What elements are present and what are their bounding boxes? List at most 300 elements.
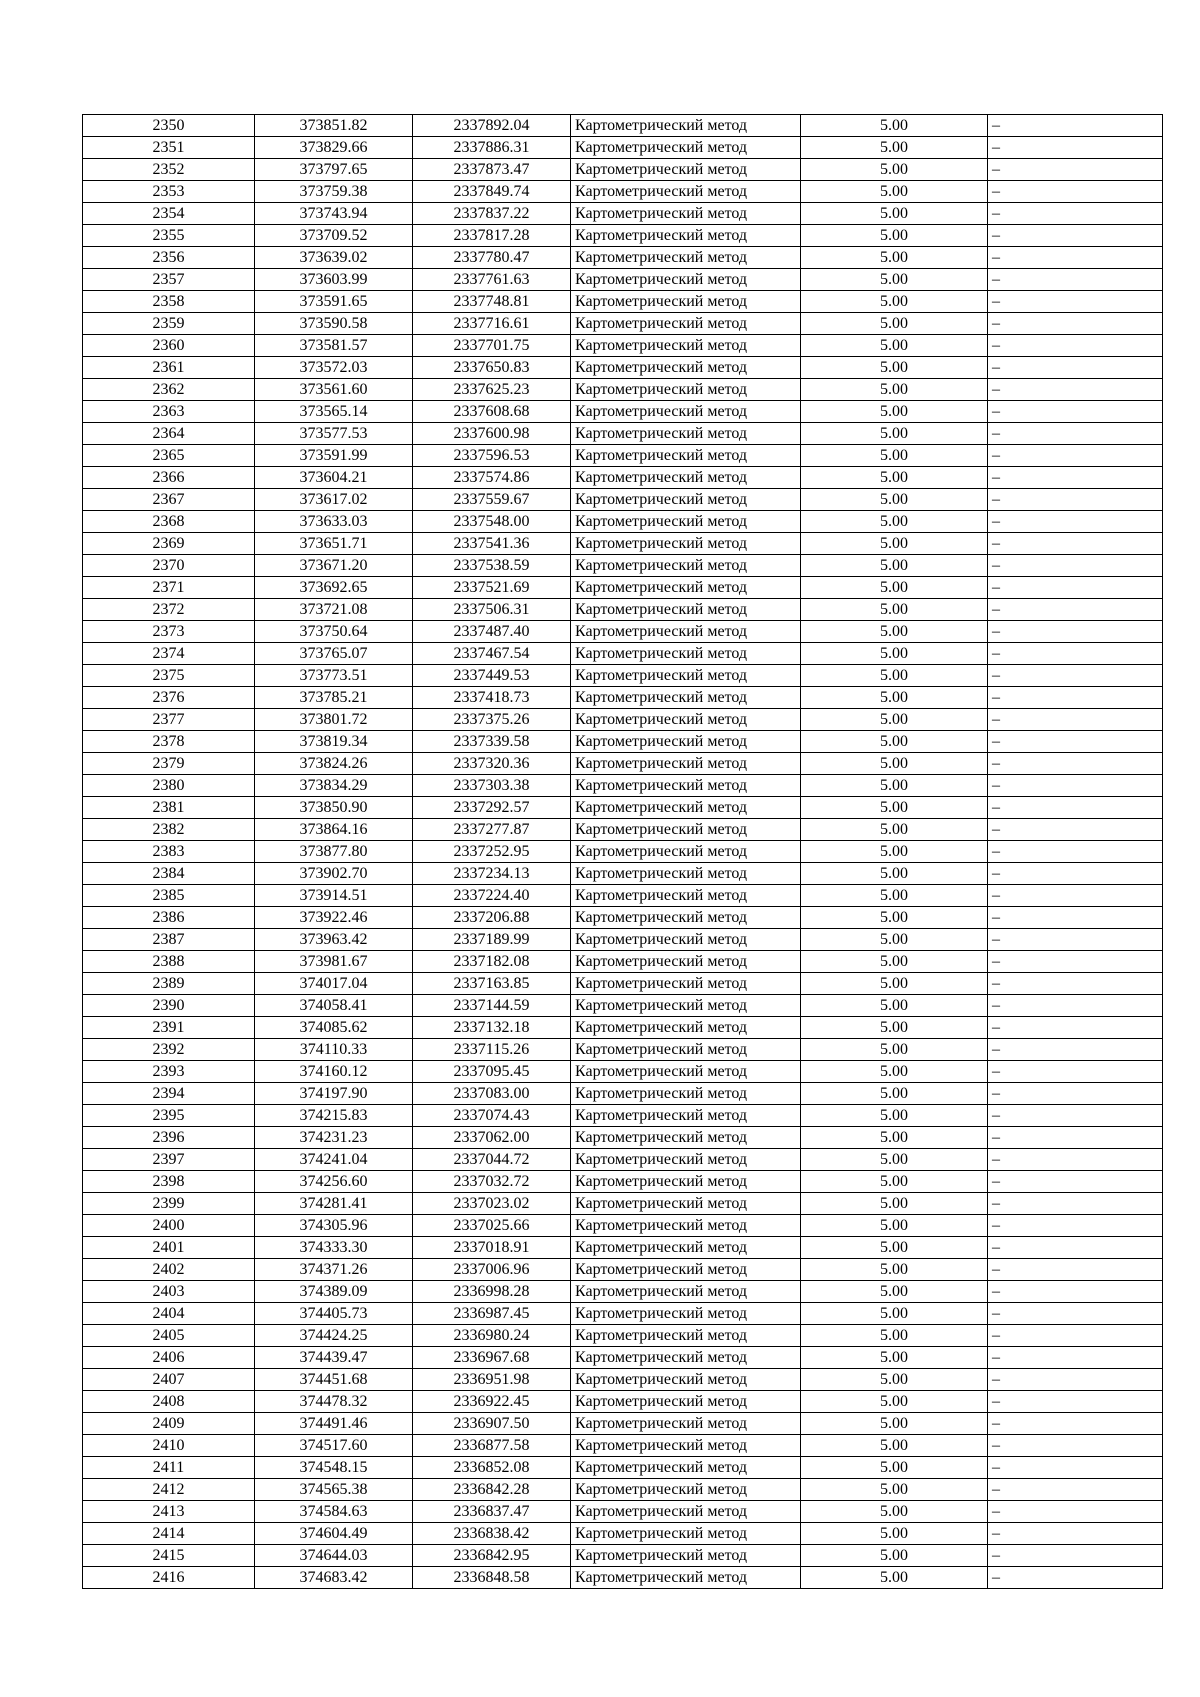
- method-cell: Картометрический метод: [571, 797, 801, 819]
- point-number-cell: 2410: [83, 1435, 255, 1457]
- x-coordinate-cell: 374389.09: [255, 1281, 413, 1303]
- method-cell: Картометрический метод: [571, 203, 801, 225]
- point-number-cell: 2372: [83, 599, 255, 621]
- point-number-cell: 2367: [83, 489, 255, 511]
- note-cell: –: [988, 973, 1163, 995]
- accuracy-cell: 5.00: [801, 555, 988, 577]
- method-cell: Картометрический метод: [571, 115, 801, 137]
- y-coordinate-cell: 2337837.22: [413, 203, 571, 225]
- method-cell: Картометрический метод: [571, 1039, 801, 1061]
- y-coordinate-cell: 2337748.81: [413, 291, 571, 313]
- table-row: [83, 1171, 1163, 1193]
- y-coordinate-cell: 2337548.00: [413, 511, 571, 533]
- note-cell: –: [988, 313, 1163, 335]
- accuracy-cell: 5.00: [801, 247, 988, 269]
- table-row: [83, 423, 1163, 445]
- table-row: [83, 357, 1163, 379]
- point-number-cell: 2358: [83, 291, 255, 313]
- x-coordinate-cell: 374241.04: [255, 1149, 413, 1171]
- method-cell: Картометрический метод: [571, 423, 801, 445]
- accuracy-cell: 5.00: [801, 995, 988, 1017]
- accuracy-cell: 5.00: [801, 797, 988, 819]
- note-cell: –: [988, 797, 1163, 819]
- note-cell: –: [988, 731, 1163, 753]
- table-row: [83, 1149, 1163, 1171]
- method-cell: Картометрический метод: [571, 335, 801, 357]
- table-row: [83, 1545, 1163, 1567]
- y-coordinate-cell: 2336967.68: [413, 1347, 571, 1369]
- method-cell: Картометрический метод: [571, 1105, 801, 1127]
- y-coordinate-cell: 2337189.99: [413, 929, 571, 951]
- method-cell: Картометрический метод: [571, 1127, 801, 1149]
- x-coordinate-cell: 374424.25: [255, 1325, 413, 1347]
- y-coordinate-cell: 2337163.85: [413, 973, 571, 995]
- note-cell: –: [988, 1369, 1163, 1391]
- method-cell: Картометрический метод: [571, 1479, 801, 1501]
- method-cell: Картометрический метод: [571, 951, 801, 973]
- accuracy-cell: 5.00: [801, 1369, 988, 1391]
- table-row: [83, 687, 1163, 709]
- accuracy-cell: 5.00: [801, 1017, 988, 1039]
- x-coordinate-cell: 373765.07: [255, 643, 413, 665]
- y-coordinate-cell: 2337074.43: [413, 1105, 571, 1127]
- y-coordinate-cell: 2337449.53: [413, 665, 571, 687]
- method-cell: Картометрический метод: [571, 247, 801, 269]
- x-coordinate-cell: 373581.57: [255, 335, 413, 357]
- x-coordinate-cell: 373671.20: [255, 555, 413, 577]
- point-number-cell: 2357: [83, 269, 255, 291]
- method-cell: Картометрический метод: [571, 1413, 801, 1435]
- accuracy-cell: 5.00: [801, 929, 988, 951]
- accuracy-cell: 5.00: [801, 1259, 988, 1281]
- y-coordinate-cell: 2337650.83: [413, 357, 571, 379]
- accuracy-cell: 5.00: [801, 137, 988, 159]
- x-coordinate-cell: 373834.29: [255, 775, 413, 797]
- accuracy-cell: 5.00: [801, 335, 988, 357]
- note-cell: –: [988, 863, 1163, 885]
- method-cell: Картометрический метод: [571, 1567, 801, 1589]
- accuracy-cell: 5.00: [801, 1435, 988, 1457]
- table-row: [83, 555, 1163, 577]
- accuracy-cell: 5.00: [801, 225, 988, 247]
- note-cell: –: [988, 1105, 1163, 1127]
- method-cell: Картометрический метод: [571, 995, 801, 1017]
- y-coordinate-cell: 2337018.91: [413, 1237, 571, 1259]
- note-cell: –: [988, 511, 1163, 533]
- point-number-cell: 2359: [83, 313, 255, 335]
- method-cell: Картометрический метод: [571, 1435, 801, 1457]
- table-row: [83, 907, 1163, 929]
- method-cell: Картометрический метод: [571, 885, 801, 907]
- point-number-cell: 2398: [83, 1171, 255, 1193]
- x-coordinate-cell: 374644.03: [255, 1545, 413, 1567]
- x-coordinate-cell: 373590.58: [255, 313, 413, 335]
- table-row: [83, 1105, 1163, 1127]
- coordinates-table: [82, 114, 1163, 1589]
- point-number-cell: 2402: [83, 1259, 255, 1281]
- point-number-cell: 2375: [83, 665, 255, 687]
- point-number-cell: 2403: [83, 1281, 255, 1303]
- table-row: [83, 1193, 1163, 1215]
- accuracy-cell: 5.00: [801, 1105, 988, 1127]
- point-number-cell: 2404: [83, 1303, 255, 1325]
- note-cell: –: [988, 643, 1163, 665]
- point-number-cell: 2415: [83, 1545, 255, 1567]
- x-coordinate-cell: 373709.52: [255, 225, 413, 247]
- point-number-cell: 2393: [83, 1061, 255, 1083]
- x-coordinate-cell: 373877.80: [255, 841, 413, 863]
- x-coordinate-cell: 374231.23: [255, 1127, 413, 1149]
- method-cell: Картометрический метод: [571, 401, 801, 423]
- y-coordinate-cell: 2337541.36: [413, 533, 571, 555]
- table-row: [83, 225, 1163, 247]
- table-row: [83, 1215, 1163, 1237]
- note-cell: –: [988, 1083, 1163, 1105]
- table-row: [83, 863, 1163, 885]
- note-cell: –: [988, 1281, 1163, 1303]
- method-cell: Картометрический метод: [571, 1017, 801, 1039]
- method-cell: Картометрический метод: [571, 709, 801, 731]
- table-row: [83, 533, 1163, 555]
- x-coordinate-cell: 374683.42: [255, 1567, 413, 1589]
- accuracy-cell: 5.00: [801, 379, 988, 401]
- accuracy-cell: 5.00: [801, 533, 988, 555]
- x-coordinate-cell: 374256.60: [255, 1171, 413, 1193]
- point-number-cell: 2405: [83, 1325, 255, 1347]
- note-cell: –: [988, 401, 1163, 423]
- y-coordinate-cell: 2337032.72: [413, 1171, 571, 1193]
- point-number-cell: 2407: [83, 1369, 255, 1391]
- point-number-cell: 2368: [83, 511, 255, 533]
- note-cell: –: [988, 577, 1163, 599]
- point-number-cell: 2409: [83, 1413, 255, 1435]
- accuracy-cell: 5.00: [801, 885, 988, 907]
- y-coordinate-cell: 2337234.13: [413, 863, 571, 885]
- point-number-cell: 2388: [83, 951, 255, 973]
- method-cell: Картометрический метод: [571, 225, 801, 247]
- table-row: [83, 247, 1163, 269]
- accuracy-cell: 5.00: [801, 1391, 988, 1413]
- accuracy-cell: 5.00: [801, 709, 988, 731]
- accuracy-cell: 5.00: [801, 665, 988, 687]
- table-row: [83, 313, 1163, 335]
- x-coordinate-cell: 373603.99: [255, 269, 413, 291]
- y-coordinate-cell: 2336877.58: [413, 1435, 571, 1457]
- note-cell: –: [988, 1171, 1163, 1193]
- note-cell: –: [988, 841, 1163, 863]
- table-row: [83, 709, 1163, 731]
- x-coordinate-cell: 374548.15: [255, 1457, 413, 1479]
- note-cell: –: [988, 1127, 1163, 1149]
- note-cell: –: [988, 489, 1163, 511]
- accuracy-cell: 5.00: [801, 841, 988, 863]
- x-coordinate-cell: 374604.49: [255, 1523, 413, 1545]
- y-coordinate-cell: 2337701.75: [413, 335, 571, 357]
- method-cell: Картометрический метод: [571, 1061, 801, 1083]
- method-cell: Картометрический метод: [571, 841, 801, 863]
- y-coordinate-cell: 2337006.96: [413, 1259, 571, 1281]
- accuracy-cell: 5.00: [801, 577, 988, 599]
- table-row: [83, 1391, 1163, 1413]
- x-coordinate-cell: 374333.30: [255, 1237, 413, 1259]
- note-cell: –: [988, 929, 1163, 951]
- accuracy-cell: 5.00: [801, 753, 988, 775]
- point-number-cell: 2396: [83, 1127, 255, 1149]
- x-coordinate-cell: 373963.42: [255, 929, 413, 951]
- table-row: [83, 753, 1163, 775]
- method-cell: Картометрический метод: [571, 599, 801, 621]
- method-cell: Картометрический метод: [571, 1523, 801, 1545]
- note-cell: –: [988, 291, 1163, 313]
- table-row: [83, 401, 1163, 423]
- accuracy-cell: 5.00: [801, 1215, 988, 1237]
- point-number-cell: 2355: [83, 225, 255, 247]
- accuracy-cell: 5.00: [801, 511, 988, 533]
- y-coordinate-cell: 2337025.66: [413, 1215, 571, 1237]
- x-coordinate-cell: 373591.99: [255, 445, 413, 467]
- y-coordinate-cell: 2337206.88: [413, 907, 571, 929]
- point-number-cell: 2353: [83, 181, 255, 203]
- x-coordinate-cell: 373981.67: [255, 951, 413, 973]
- x-coordinate-cell: 373617.02: [255, 489, 413, 511]
- y-coordinate-cell: 2337574.86: [413, 467, 571, 489]
- table-row: [83, 731, 1163, 753]
- accuracy-cell: 5.00: [801, 313, 988, 335]
- point-number-cell: 2414: [83, 1523, 255, 1545]
- note-cell: –: [988, 907, 1163, 929]
- note-cell: –: [988, 775, 1163, 797]
- y-coordinate-cell: 2336987.45: [413, 1303, 571, 1325]
- method-cell: Картометрический метод: [571, 819, 801, 841]
- method-cell: Картометрический метод: [571, 445, 801, 467]
- coordinates-table-body: [83, 115, 1163, 1589]
- point-number-cell: 2363: [83, 401, 255, 423]
- point-number-cell: 2364: [83, 423, 255, 445]
- x-coordinate-cell: 373824.26: [255, 753, 413, 775]
- accuracy-cell: 5.00: [801, 599, 988, 621]
- method-cell: Картометрический метод: [571, 1215, 801, 1237]
- x-coordinate-cell: 373750.64: [255, 621, 413, 643]
- x-coordinate-cell: 373902.70: [255, 863, 413, 885]
- x-coordinate-cell: 373591.65: [255, 291, 413, 313]
- x-coordinate-cell: 373604.21: [255, 467, 413, 489]
- x-coordinate-cell: 373829.66: [255, 137, 413, 159]
- note-cell: –: [988, 1545, 1163, 1567]
- x-coordinate-cell: 373864.16: [255, 819, 413, 841]
- accuracy-cell: 5.00: [801, 291, 988, 313]
- accuracy-cell: 5.00: [801, 1039, 988, 1061]
- note-cell: –: [988, 1325, 1163, 1347]
- table-row: [83, 1325, 1163, 1347]
- method-cell: Картометрический метод: [571, 1259, 801, 1281]
- note-cell: –: [988, 1479, 1163, 1501]
- x-coordinate-cell: 373851.82: [255, 115, 413, 137]
- note-cell: –: [988, 665, 1163, 687]
- table-row: [83, 1039, 1163, 1061]
- table-row: [83, 467, 1163, 489]
- point-number-cell: 2351: [83, 137, 255, 159]
- x-coordinate-cell: 374305.96: [255, 1215, 413, 1237]
- accuracy-cell: 5.00: [801, 1237, 988, 1259]
- method-cell: Картометрический метод: [571, 269, 801, 291]
- accuracy-cell: 5.00: [801, 1567, 988, 1589]
- x-coordinate-cell: 374451.68: [255, 1369, 413, 1391]
- accuracy-cell: 5.00: [801, 731, 988, 753]
- note-cell: –: [988, 445, 1163, 467]
- table-row: [83, 973, 1163, 995]
- y-coordinate-cell: 2337873.47: [413, 159, 571, 181]
- x-coordinate-cell: 373565.14: [255, 401, 413, 423]
- method-cell: Картометрический метод: [571, 1149, 801, 1171]
- y-coordinate-cell: 2337559.67: [413, 489, 571, 511]
- table-row: [83, 1523, 1163, 1545]
- y-coordinate-cell: 2337817.28: [413, 225, 571, 247]
- note-cell: –: [988, 599, 1163, 621]
- note-cell: –: [988, 709, 1163, 731]
- y-coordinate-cell: 2337095.45: [413, 1061, 571, 1083]
- point-number-cell: 2366: [83, 467, 255, 489]
- note-cell: –: [988, 1061, 1163, 1083]
- point-number-cell: 2352: [83, 159, 255, 181]
- method-cell: Картометрический метод: [571, 159, 801, 181]
- point-number-cell: 2390: [83, 995, 255, 1017]
- point-number-cell: 2362: [83, 379, 255, 401]
- accuracy-cell: 5.00: [801, 1501, 988, 1523]
- y-coordinate-cell: 2337487.40: [413, 621, 571, 643]
- point-number-cell: 2383: [83, 841, 255, 863]
- method-cell: Картометрический метод: [571, 1347, 801, 1369]
- y-coordinate-cell: 2337506.31: [413, 599, 571, 621]
- x-coordinate-cell: 373801.72: [255, 709, 413, 731]
- note-cell: –: [988, 379, 1163, 401]
- method-cell: Картометрический метод: [571, 555, 801, 577]
- method-cell: Картометрический метод: [571, 1325, 801, 1347]
- note-cell: –: [988, 1237, 1163, 1259]
- table-row: [83, 621, 1163, 643]
- y-coordinate-cell: 2337608.68: [413, 401, 571, 423]
- point-number-cell: 2360: [83, 335, 255, 357]
- note-cell: –: [988, 555, 1163, 577]
- y-coordinate-cell: 2337320.36: [413, 753, 571, 775]
- note-cell: –: [988, 1149, 1163, 1171]
- y-coordinate-cell: 2337849.74: [413, 181, 571, 203]
- x-coordinate-cell: 374584.63: [255, 1501, 413, 1523]
- note-cell: –: [988, 1215, 1163, 1237]
- table-row: [83, 1237, 1163, 1259]
- y-coordinate-cell: 2337418.73: [413, 687, 571, 709]
- point-number-cell: 2354: [83, 203, 255, 225]
- y-coordinate-cell: 2337521.69: [413, 577, 571, 599]
- method-cell: Картометрический метод: [571, 313, 801, 335]
- y-coordinate-cell: 2337083.00: [413, 1083, 571, 1105]
- point-number-cell: 2382: [83, 819, 255, 841]
- method-cell: Картометрический метод: [571, 621, 801, 643]
- table-row: [83, 335, 1163, 357]
- accuracy-cell: 5.00: [801, 115, 988, 137]
- note-cell: –: [988, 1039, 1163, 1061]
- y-coordinate-cell: 2337375.26: [413, 709, 571, 731]
- method-cell: Картометрический метод: [571, 1171, 801, 1193]
- point-number-cell: 2399: [83, 1193, 255, 1215]
- point-number-cell: 2377: [83, 709, 255, 731]
- method-cell: Картометрический метод: [571, 511, 801, 533]
- y-coordinate-cell: 2337023.02: [413, 1193, 571, 1215]
- point-number-cell: 2395: [83, 1105, 255, 1127]
- accuracy-cell: 5.00: [801, 467, 988, 489]
- point-number-cell: 2379: [83, 753, 255, 775]
- x-coordinate-cell: 373639.02: [255, 247, 413, 269]
- table-row: [83, 797, 1163, 819]
- x-coordinate-cell: 373819.34: [255, 731, 413, 753]
- table-row: [83, 511, 1163, 533]
- note-cell: –: [988, 621, 1163, 643]
- note-cell: –: [988, 1413, 1163, 1435]
- y-coordinate-cell: 2337886.31: [413, 137, 571, 159]
- table-row: [83, 1501, 1163, 1523]
- table-row: [83, 137, 1163, 159]
- accuracy-cell: 5.00: [801, 1413, 988, 1435]
- table-row: [83, 445, 1163, 467]
- x-coordinate-cell: 373850.90: [255, 797, 413, 819]
- method-cell: Картометрический метод: [571, 357, 801, 379]
- note-cell: –: [988, 225, 1163, 247]
- point-number-cell: 2384: [83, 863, 255, 885]
- y-coordinate-cell: 2337600.98: [413, 423, 571, 445]
- point-number-cell: 2369: [83, 533, 255, 555]
- table-row: [83, 1457, 1163, 1479]
- x-coordinate-cell: 373721.08: [255, 599, 413, 621]
- accuracy-cell: 5.00: [801, 1083, 988, 1105]
- table-row: [83, 1567, 1163, 1589]
- x-coordinate-cell: 374565.38: [255, 1479, 413, 1501]
- accuracy-cell: 5.00: [801, 1457, 988, 1479]
- method-cell: Картометрический метод: [571, 181, 801, 203]
- point-number-cell: 2365: [83, 445, 255, 467]
- x-coordinate-cell: 373785.21: [255, 687, 413, 709]
- y-coordinate-cell: 2336998.28: [413, 1281, 571, 1303]
- point-number-cell: 2374: [83, 643, 255, 665]
- accuracy-cell: 5.00: [801, 423, 988, 445]
- method-cell: Картометрический метод: [571, 973, 801, 995]
- x-coordinate-cell: 374281.41: [255, 1193, 413, 1215]
- y-coordinate-cell: 2337303.38: [413, 775, 571, 797]
- x-coordinate-cell: 374110.33: [255, 1039, 413, 1061]
- point-number-cell: 2378: [83, 731, 255, 753]
- point-number-cell: 2389: [83, 973, 255, 995]
- point-number-cell: 2381: [83, 797, 255, 819]
- point-number-cell: 2385: [83, 885, 255, 907]
- note-cell: –: [988, 203, 1163, 225]
- table-row: [83, 379, 1163, 401]
- y-coordinate-cell: 2337044.72: [413, 1149, 571, 1171]
- x-coordinate-cell: 374058.41: [255, 995, 413, 1017]
- y-coordinate-cell: 2336922.45: [413, 1391, 571, 1413]
- accuracy-cell: 5.00: [801, 621, 988, 643]
- point-number-cell: 2350: [83, 115, 255, 137]
- point-number-cell: 2392: [83, 1039, 255, 1061]
- x-coordinate-cell: 374405.73: [255, 1303, 413, 1325]
- table-row: [83, 1369, 1163, 1391]
- y-coordinate-cell: 2336980.24: [413, 1325, 571, 1347]
- y-coordinate-cell: 2337892.04: [413, 115, 571, 137]
- x-coordinate-cell: 374371.26: [255, 1259, 413, 1281]
- y-coordinate-cell: 2337339.58: [413, 731, 571, 753]
- y-coordinate-cell: 2337538.59: [413, 555, 571, 577]
- method-cell: Картометрический метод: [571, 291, 801, 313]
- accuracy-cell: 5.00: [801, 1347, 988, 1369]
- note-cell: –: [988, 533, 1163, 555]
- note-cell: –: [988, 1523, 1163, 1545]
